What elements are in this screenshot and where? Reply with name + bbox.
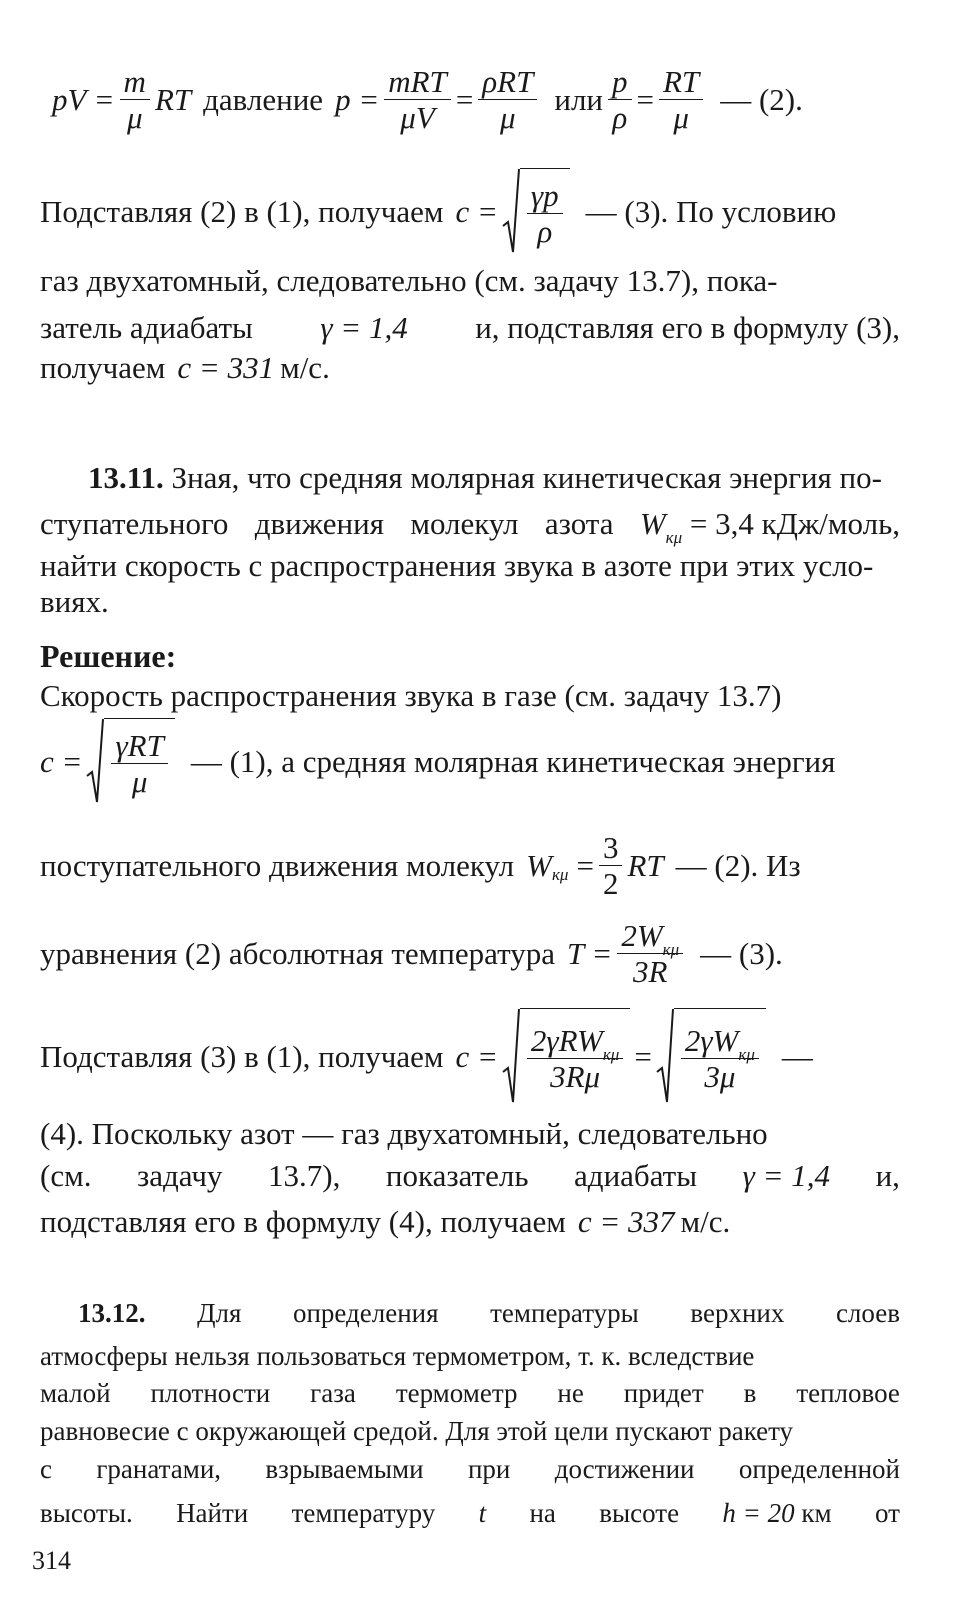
problem-1312-line2: атмосферы нельзя пользоваться термометром, т. к. вследствие [40, 1341, 755, 1371]
solution-line3: поступательного движения молекул W кμ = $\frac{3}{2}$ RT — (2). Из [40, 830, 801, 901]
sqrt-big-1: $\frac{2\gamma RW_{к\mu}}{3R\mu}$ [502, 1008, 630, 1104]
problem-1312-line6: высоты. Найти температуру t на высоте h = 20 км от [40, 1498, 900, 1528]
sqrt-gp-rho: $\frac{\gamma p}{\rho}$ [502, 168, 570, 254]
solution-line7: (см. задачу 13.7), показатель адиабаты γ = 1,4 и, [40, 1158, 900, 1193]
para1-line3: затель адиабаты γ = 1,4 и, подставляя его в формулу (3), [40, 310, 900, 345]
solution-line1: Скорость распространения звука в газе (см. задачу 13.7) [40, 678, 782, 713]
word-davlenie: давление [203, 82, 324, 117]
word-ili: или [554, 82, 604, 117]
para1-line4: получаем c = 331 м/с. [40, 350, 330, 385]
problem-1312-line5: с гранатами, взрываемыми при достижении определенной [40, 1454, 900, 1484]
eq-ref-2: — (2). [720, 82, 803, 117]
problem-1311-line2: ступательного движения молекул азота $W_{к\mu} = 3,4$ кДж/моль, [40, 506, 900, 547]
frac-m-mu: $\frac{m}{\mu}$ [120, 66, 150, 133]
problem-1311-line4: виях. [40, 584, 109, 619]
problem-1312-line4: равновесие с окружающей средой. Для этой цели пускают ракету [40, 1416, 794, 1446]
problem-number-1311: 13.11. [88, 460, 164, 495]
para1-line2: газ двухатомный, следовательно (см. задачу 13.7), пока- [40, 263, 778, 298]
solution-line6: (4). Поскольку азот — газ двухатомный, следовательно [40, 1116, 768, 1151]
page-number: 314 [32, 1546, 71, 1575]
eq-sign: = [455, 82, 474, 117]
solution-line8: подставляя его в формулу (4), получаем c = 337 м/с. [40, 1204, 731, 1239]
sqrt-grt-mu: $\frac{\text{γRT}}{\mu}$ [86, 718, 174, 804]
solution-heading: Решение: [40, 638, 177, 674]
problem-1312-line1: 13.12. Для определения температуры верхних слоев [78, 1298, 900, 1328]
problem-1312-line3: малой плотности газа термометр не придет в тепловое [40, 1378, 900, 1408]
eq-lhs: pV = [52, 82, 115, 117]
solution-line5: Подставляя (3) в (1), получаем c = $\frac{2\gamma RW_{к\mu}}{3R\mu}$ = $\frac{2\gamma W_{к\mu}}{3\mu}$ — [40, 1008, 813, 1104]
frac-rhort-mu: $\frac{\text{ρRT}}{\mu}$ [478, 66, 537, 133]
eq-rt: RT [154, 82, 192, 117]
para1-line1: Подставляя (2) в (1), получаем c = $\frac{\gamma p}{\rho}$ — (3). По условию [40, 168, 836, 254]
frac-p-rho: $\frac{p}{\rho}$ [608, 66, 632, 133]
problem-1311-line1: 13.11. Зная, что средняя молярная кинетическая энергия по- [88, 460, 882, 495]
frac-rt-mu: $\frac{RT}{\mu}$ [659, 66, 703, 133]
problem-number-1312: 13.12. [78, 1298, 146, 1328]
solution-line4: уравнения (2) абсолютная температура T = $\frac{2W_{к\mu}}{3R}$ — (3). [40, 918, 783, 989]
sqrt-big-2: $\frac{2\gamma W_{к\mu}}{3\mu}$ [656, 1008, 766, 1104]
equation-ideal-gas [52, 66, 803, 133]
problem-1311-line3: найти скорость c распространения звука в азоте при этих усло- [40, 548, 874, 583]
solution-line2: c = $\frac{\text{γRT}}{\mu}$ — (1), а средняя молярная кинетическая энергия [40, 718, 835, 804]
eq-p: p = [335, 82, 380, 117]
frac-mrt-muv: $\frac{\text{mRT}}{\mu V}$ [384, 66, 451, 133]
eq-sign-2: = [636, 82, 654, 117]
